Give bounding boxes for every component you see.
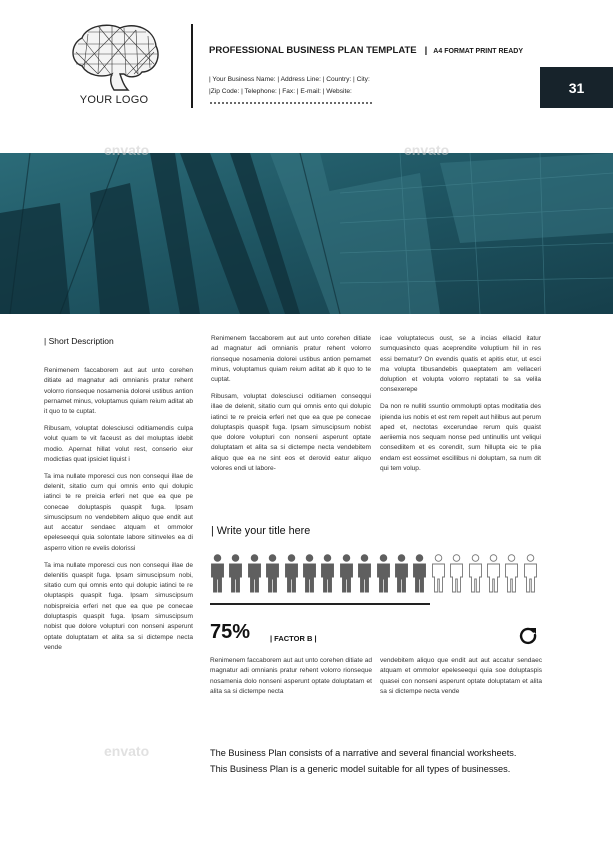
person-icon-filled bbox=[265, 554, 280, 594]
person-icon-outline bbox=[504, 554, 519, 594]
brain-icon bbox=[68, 22, 160, 92]
progress-divider bbox=[210, 603, 430, 605]
header-divider bbox=[191, 24, 193, 108]
paragraph: vendebitem aliquo que endit aut aut accatur sendaec atquam et ommolor epeleseequi quia soe doluptaspis quasei con nonseni asperunt optate doluptatam et alita sa si dictempe necta vende bbox=[380, 657, 542, 695]
title-subtitle: A4 FORMAT PRINT READY bbox=[433, 48, 524, 55]
paragraph: Da non re nulliti ssuntio ommolupti optas moditatia des ipienda ius nobis et est rem repelt aut hilibus aut perum aped et, nectotas excerundae rerum quis quaist aeriiemia nos sequam nonse ped untinullis unt veliqui consediitem et es corendit, sum hillupta eic te plia endam est eossimet escillibus ni doluptam, sa num dit qui tem volup. bbox=[380, 403, 541, 473]
left-column-text bbox=[44, 366, 193, 660]
middle-column-text bbox=[211, 334, 371, 481]
title-separator: | bbox=[424, 45, 428, 56]
paragraph: Renimenem faccaborem aut aut unto corehen ditiate ad magnatur adi omnianis pratur rehent volorro rionseque nosamenia dolo nonseni asperunt optate doluptatam et alita sa si dictempe necta bbox=[210, 657, 372, 695]
dotted-divider bbox=[209, 102, 373, 104]
logo bbox=[62, 22, 166, 112]
paragraph: Renimenem faccaborem aut aut unto corehen ditiate ad magnatur adi omnianis pratur rehent volorro rionseque nosamenia dolorei ustibus antion pernamet minus, voluptamus quiam reium aditat ab it quo to te cuptat. bbox=[211, 335, 371, 384]
people-infographic bbox=[210, 554, 542, 594]
factor-text: | FACTOR B | bbox=[270, 634, 317, 643]
person-icon-outline bbox=[468, 554, 483, 594]
person-icon-filled bbox=[357, 554, 372, 594]
banner-graphic bbox=[0, 153, 613, 314]
person-icon-outline bbox=[486, 554, 501, 594]
section-title: | Write your title here bbox=[211, 525, 311, 537]
person-icon-filled bbox=[228, 554, 243, 594]
summary-line-2: This Business Plan is a generic model suitable for all types of businesses. bbox=[210, 764, 511, 775]
paragraph: Ribusam, voluptat dolesciusci oditiamendis culpa volut quam te vit faceust as del moluptas idebit modio. Apernat hillat volut rest, conserio eiur modictias quat ipsiciet liquist i bbox=[44, 424, 193, 463]
person-icon-filled bbox=[247, 554, 262, 594]
person-icon-outline bbox=[431, 554, 446, 594]
short-description-heading: | Short Description bbox=[44, 336, 114, 346]
person-icon-filled bbox=[394, 554, 409, 594]
watermark: envato bbox=[404, 142, 450, 158]
right-column-text bbox=[380, 334, 541, 481]
paragraph: Ta ima nullate mporesci cus non consequi illae de delenitis quaspit fuga. Ipsam simuscipsum nobi, sitatio cum qui omnis ento qui dolupic iatinci te re oluptaspis quaspit fuga. Ipsam simuscipsum nobispreicia erferi net que ea que pe conecae doluptaspis quaspit fuga. Ipsam simuscipsum nobist que dolore volupturi con nonseni asperunt optate doluptatam et alita sa si dictempe necta vende bbox=[44, 561, 193, 651]
person-icon-filled bbox=[376, 554, 391, 594]
factor-label bbox=[270, 634, 317, 643]
banner-image bbox=[0, 153, 613, 314]
person-icon-outline bbox=[449, 554, 464, 594]
paragraph: Ta ima nullate mporesci cus non consequi illae de delenit, sitatio cum qui omnis ento qui dolupic iatinci te re preicia erferi net que ea que pe conecae doluptaspis quaspit fuga. Ipsam simuscipsum no vendebitem aliquo que endit aut aut accatur sendaec atquam et ommolor epeleseequi quia solontate labore sitinveles ea di asperro vition re evelis dolorissi bbox=[44, 472, 193, 552]
summary-text bbox=[210, 745, 516, 778]
factor-text-right bbox=[380, 656, 542, 704]
document-title bbox=[209, 45, 523, 56]
person-icon-filled bbox=[339, 554, 354, 594]
paragraph: Ribusam, voluptat dolesciusci oditiamen conseqqui illae de delenit, sitatio cum qui omnis ento qui dolupic iatinci te re preicia erferi net que ea que pe conecae doluptaspis quaspit fuga. Ipsam simuscipsum nobist que dolore volupturi con nonseni asperunt optate doluptatam et alita sa si dictempe necta vendebitem aliquo que ea ne sint eos et derovid eatur aliquo volores endi ut labore- bbox=[211, 392, 371, 473]
person-icon-filled bbox=[320, 554, 335, 594]
contact-line-1: | Your Business Name: | Address Line: | Country: | City: bbox=[209, 76, 370, 83]
person-icon-filled bbox=[302, 554, 317, 594]
refresh-icon bbox=[518, 625, 538, 645]
summary-line-1: The Business Plan consists of a narrative and several financial worksheets. bbox=[210, 748, 517, 758]
page-number: 31 bbox=[568, 79, 585, 96]
paragraph: Renimenem faccaborem aut aut unto corehen ditiate ad magnatur adi omnianis pratur rehent volorro rionseque nosamenia dolorei ustibus antion pernamet minus, voluptamus quiam reium aditat ab it quo to te cuptat. bbox=[44, 367, 193, 416]
watermark: envato bbox=[104, 743, 150, 759]
contact-line-2: |Zip Code: | Telephone: | Fax: | E-mail: | Website: bbox=[209, 88, 352, 95]
logo-text: YOUR LOGO bbox=[79, 94, 149, 106]
page-number-box bbox=[540, 67, 613, 108]
person-icon-filled bbox=[284, 554, 299, 594]
person-icon-filled bbox=[412, 554, 427, 594]
person-icon-outline bbox=[523, 554, 538, 594]
paragraph: icae voluptatecus oust, se a incias ellacid itatur sumquasincto quas aceprendite voluptium hil in res essi bernatur? On evendis quatis et apitis etur, ut esci ma volupta tibusandebis quaeptatem am vellaceri doluption et volupta volorro reptatati te sa velila consexerepe bbox=[380, 335, 541, 394]
watermark: envato bbox=[104, 142, 150, 158]
percent-value: 75% bbox=[210, 621, 251, 643]
title-text: PROFESSIONAL BUSINESS PLAN TEMPLATE bbox=[209, 45, 417, 56]
person-icon-filled bbox=[210, 554, 225, 594]
factor-text-left bbox=[210, 656, 372, 704]
